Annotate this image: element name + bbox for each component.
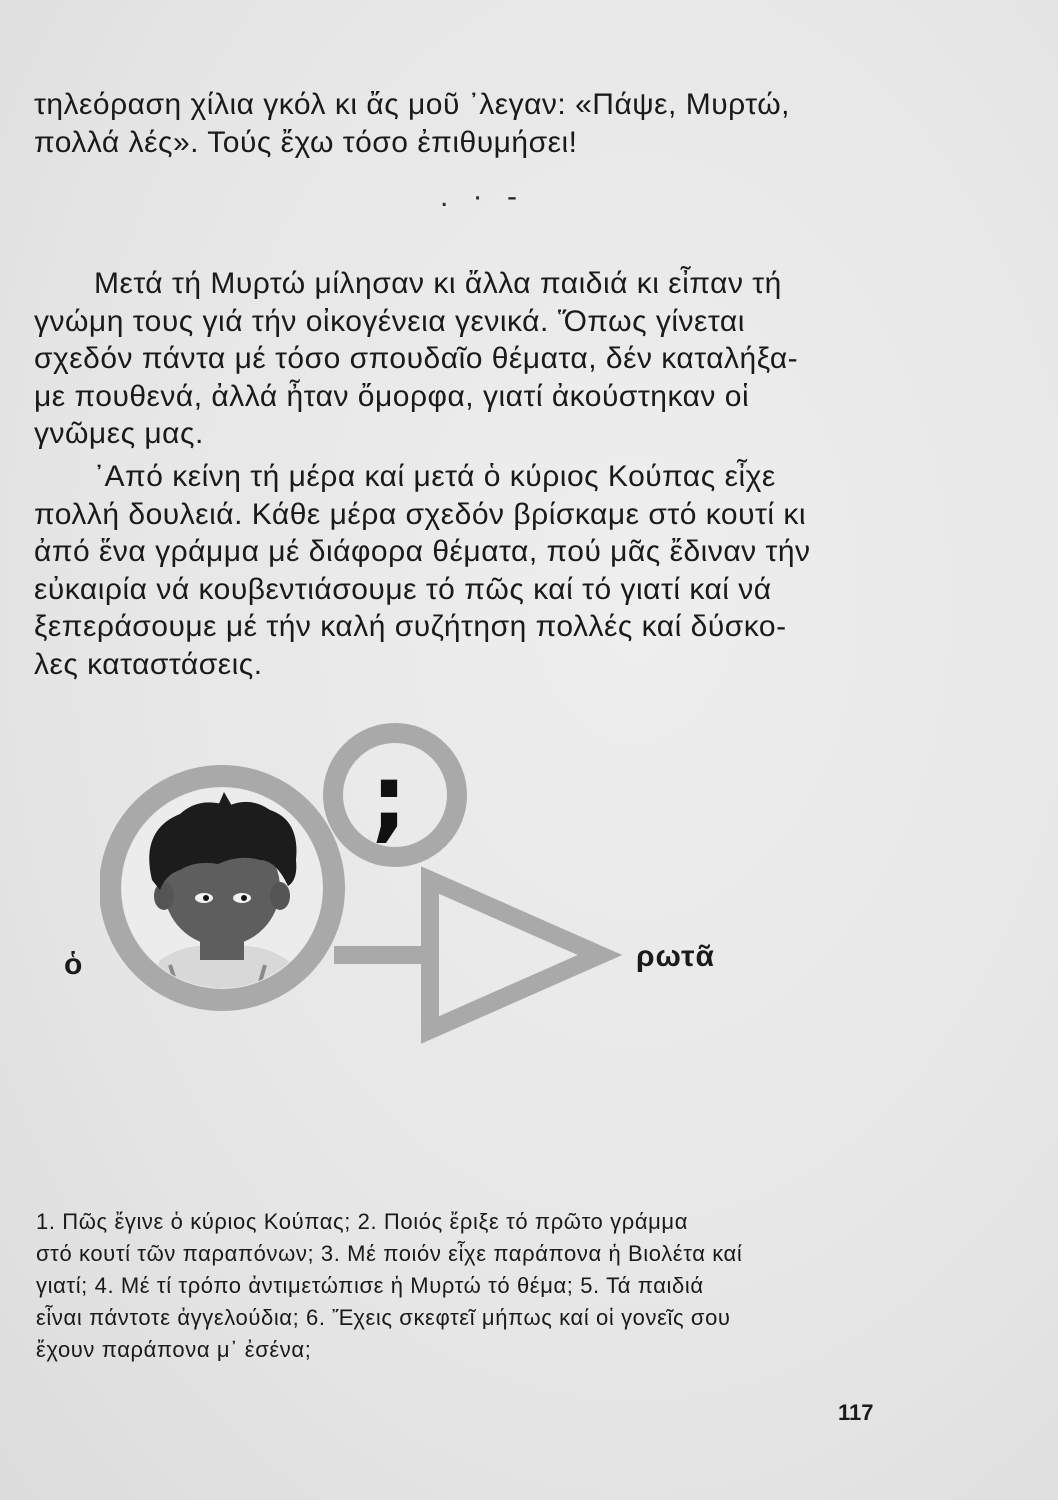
bubble-semicolon: ; <box>370 745 408 852</box>
asking-boy-illustration <box>100 710 660 1050</box>
paragraph-letters <box>34 458 870 683</box>
caption-verb: ρωτᾶ <box>636 940 715 973</box>
text-line: Μετά τή Μυρτώ μίλησαν κι ἄλλα παιδιά κι εἶπαν τή <box>94 267 782 300</box>
text-line: εὐκαιρία νά κουβεντιάσουμε τό πῶς καί τό γιατί καί νά <box>34 572 772 606</box>
text-line: σχεδόν πάντα μέ τόσο σπουδαῖο θέματα, δέν καταλήξα- <box>34 342 799 375</box>
text-line: γνῶμες μας. <box>34 417 204 450</box>
text-line: ἀπό ἕνα γράμμα μέ διάφορα θέματα, πού μᾶς ἔδιναν τήν <box>34 535 811 568</box>
text-line: γνώμη τους γιά τήν οἰκογένεια γενικά. Ὅπως γίνεται <box>34 304 745 338</box>
paragraph-intro <box>34 86 870 161</box>
question-line: γιατί; 4. Μέ τί τρόπο ἀντιμετώπισε ἡ Μυρτώ τό θέμα; 5. Τά παιδιά <box>36 1273 704 1298</box>
page-number: 117 <box>838 1400 874 1425</box>
section-ornament: . · - <box>440 180 525 213</box>
text-line: τηλεόραση χίλια γκόλ κι ἄς μοῦ ᾽λεγαν: «Πάψε, Μυρτώ, <box>34 88 790 121</box>
text-line: με πουθενά, ἀλλά ἦταν ὄμορφα, γιατί ἀκούστηκαν οἱ <box>34 379 750 413</box>
text-line: λες καταστάσεις. <box>34 647 263 681</box>
text-line: ᾽Από κείνη τή μέρα καί μετά ὁ κύριος Κούπας εἶχε <box>94 460 776 493</box>
question-line: ἔχουν παράπονα μ᾽ ἐσένα; <box>36 1337 312 1362</box>
question-line: 1. Πῶς ἔγινε ὁ κύριος Κούπας; 2. Ποιός ἔριξε τό πρῶτο γράμμα <box>36 1209 689 1234</box>
question-line: στό κουτί τῶν παραπόνων; 3. Μέ ποιόν εἶχε παράπονα ἡ Βιολέτα καί <box>36 1241 743 1266</box>
text-line: πολλή δουλειά. Κάθε μέρα σχεδόν βρίσκαμε στό κουτί κι <box>34 497 806 531</box>
caption-article: ὁ <box>64 948 83 981</box>
text-line: πολλά λές». Τούς ἔχω τόσο ἐπιθυμήσει! <box>34 125 578 159</box>
text-line: ξεπεράσουμε μέ τήν καλή συζήτηση πολλές καί δύσκο- <box>34 610 787 643</box>
paragraph-opinions <box>34 265 870 453</box>
question-line: εἶναι πάντοτε ἀγγελούδια; 6. Ἔχεις σκεφτεῖ μήπως καί οἱ γονεῖς σου <box>36 1305 731 1330</box>
arrow-triangle <box>430 880 600 1030</box>
comprehension-questions <box>36 1206 874 1366</box>
